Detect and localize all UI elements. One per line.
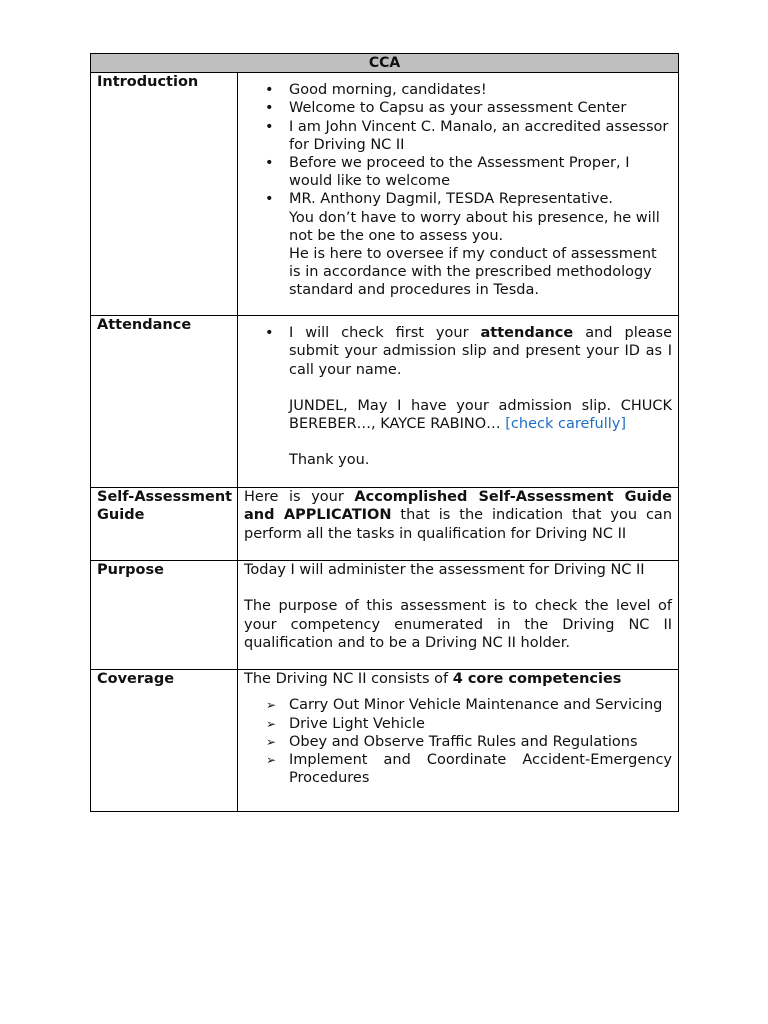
list-item: • I am John Vincent C. Manalo, an accredited assessor for Driving NC II bbox=[265, 118, 669, 153]
arrow-bullet-icon: ➢ bbox=[266, 698, 277, 713]
list-item: ➢ Implement and Coordinate Accident-Emergency Procedures bbox=[266, 752, 673, 787]
title-row bbox=[91, 54, 679, 73]
attendance-label: Attendance bbox=[91, 316, 238, 488]
coverage-row bbox=[91, 670, 679, 812]
coverage-list bbox=[244, 696, 672, 787]
attendance-bullets bbox=[244, 324, 672, 469]
attendance-row bbox=[91, 316, 679, 488]
check-carefully-note: [check carefully] bbox=[505, 416, 626, 433]
introduction-bullets bbox=[244, 81, 672, 299]
arrow-bullet-icon: ➢ bbox=[266, 716, 277, 731]
purpose-line-1: Today I will administer the assessment for Driving NC II bbox=[244, 562, 645, 579]
introduction-row bbox=[91, 73, 679, 316]
attendance-names: JUNDEL, May I have your admission slip. CHUCK BEREBER…, KAYCE RABINO… [check carefully] bbox=[289, 397, 673, 433]
list-item: • MR. Anthony Dagmil, TESDA Representative. You don’t have to worry about his presence, he will not be the one to assess you. He is here to oversee if my conduct of assessment is in accordance with the prescribed methodology standard and procedures in Tesda. bbox=[289, 190, 672, 299]
list-item: • Before we proceed to the Assessment Proper, I would like to welcome bbox=[265, 155, 630, 190]
table-title: CCA bbox=[91, 54, 679, 73]
list-item: ➢ Drive Light Vehicle bbox=[266, 715, 425, 732]
cca-table bbox=[90, 53, 679, 812]
attendance-thanks: Thank you. bbox=[289, 452, 370, 469]
self-assessment-content: Here is your Accomplished Self-Assessment Guide and APPLICATION that is the indication that you can perform all the tasks in qualification for Driving NC II bbox=[238, 488, 679, 561]
introduction-content bbox=[238, 73, 679, 316]
coverage-intro: The Driving NC II consists of 4 core competencies bbox=[244, 671, 622, 688]
list-item: • Welcome to Capsu as your assessment Center bbox=[265, 100, 627, 117]
introduction-continuation-2: He is here to oversee if my conduct of assessment is in accordance with the prescribed methodology standard and procedures in Tesda. bbox=[289, 246, 657, 299]
bullet-icon: • bbox=[265, 325, 274, 342]
bullet-icon: • bbox=[265, 100, 274, 117]
coverage-label: Coverage bbox=[91, 670, 238, 812]
introduction-continuation-1: You don’t have to worry about his presence, he will not be the one to assess you. bbox=[289, 209, 660, 244]
arrow-bullet-icon: ➢ bbox=[266, 753, 277, 768]
bullet-icon: • bbox=[265, 82, 274, 99]
bullet-icon: • bbox=[265, 191, 274, 208]
coverage-content bbox=[238, 670, 679, 812]
list-item: ➢ Obey and Observe Traffic Rules and Regulations bbox=[266, 733, 638, 750]
bullet-icon: • bbox=[265, 118, 274, 135]
attendance-content bbox=[238, 316, 679, 488]
self-assessment-label: Self-Assessment Guide bbox=[91, 488, 238, 561]
bullet-icon: • bbox=[265, 155, 274, 172]
arrow-bullet-icon: ➢ bbox=[266, 734, 277, 749]
introduction-label: Introduction bbox=[91, 73, 238, 316]
self-assessment-row bbox=[91, 488, 679, 561]
purpose-row bbox=[91, 561, 679, 670]
purpose-label: Purpose bbox=[91, 561, 238, 670]
purpose-line-2: The purpose of this assessment is to check the level of your competency enumerated in the Driving NC II qualification and to be a Driving NC II holder. bbox=[244, 598, 673, 651]
list-item: • I will check first your attendance and please submit your admission slip and present your ID as I call your name. JUNDEL, May I have your admission slip. CHUCK BEREBER…, KAYCE RABINO… [check carefully] Thank you. bbox=[265, 325, 673, 469]
list-item: ➢ Carry Out Minor Vehicle Maintenance and Servicing bbox=[266, 697, 663, 714]
list-item: • Good morning, candidates! bbox=[265, 82, 487, 99]
purpose-content bbox=[238, 561, 679, 670]
